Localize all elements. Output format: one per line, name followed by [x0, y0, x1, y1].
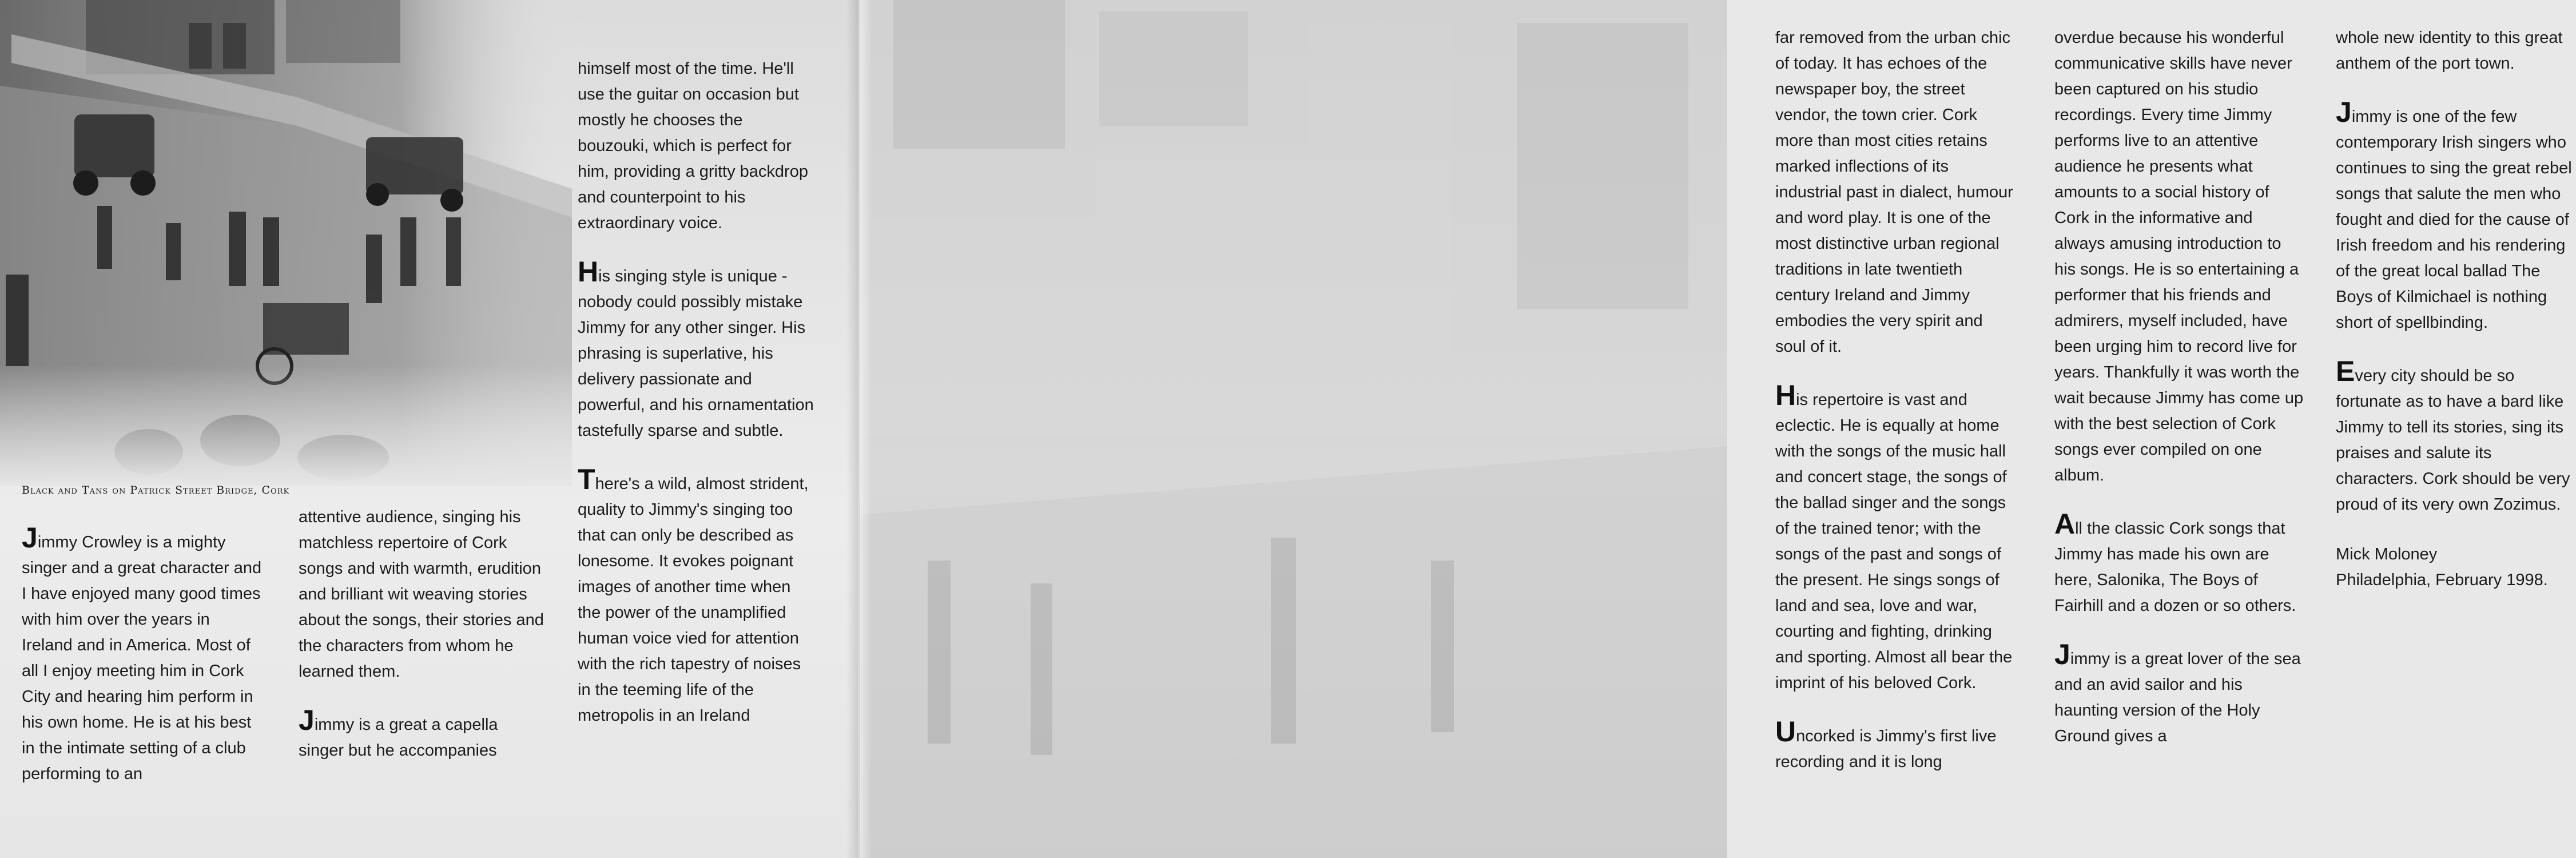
paragraph [578, 463, 818, 729]
paragraph [22, 522, 262, 787]
drop-cap: J [22, 522, 38, 554]
photo-caption: Black and Tans on Patrick Street Bridge, Cork [22, 484, 290, 496]
text-column-1 [22, 522, 262, 811]
paragraph-text: immy is a great lover of the sea and an avid sailor and his haunting version of the Holy Ground gives a [2054, 650, 2301, 745]
paragraph [578, 56, 818, 236]
paragraph-text: immy is one of the few contemporary Irish singers who continues to sing the great rebel songs that salute the men who fought and died for the cause of Irish freedom and his rendering of the great local ballad The Boys of Kilmichael is nothing short of spellbinding. [2336, 108, 2572, 332]
paragraph [1775, 379, 2016, 696]
paragraph [299, 704, 544, 764]
drop-cap: J [2336, 96, 2352, 128]
paragraph-text: is repertoire is vast and eclectic. He is equally at home with the songs of the music hall and concert stage, the songs of the ballad singer and the songs of the trained tenor; with the songs of the past and songs of the present. He sings songs of land and sea, love and war, courting and fighting, drinking and sporting. Almost all bear the imprint of his beloved Cork. [1775, 391, 2013, 692]
text-column-5 [2054, 25, 2306, 773]
paragraph-text: immy Crowley is a mighty singer and a great character and I have enjoyed many good times with him over the years in Ireland and in America. Most of all I enjoy meeting him in Cork City and hearing him perform in his own home. He is at his best in the intimate setting of a club performing to an [22, 533, 262, 783]
paragraph [578, 256, 818, 444]
paragraph [1775, 716, 2016, 775]
right-page [859, 0, 2572, 858]
paragraph [2336, 542, 2576, 593]
paragraph [2336, 96, 2576, 336]
paragraph-text: himself most of the time. He'll use the guitar on occasion but mostly he chooses the bouzouki, which is perfect for him, providing a gritty backdrop and counterpoint to his extraordinary voice. [578, 59, 808, 232]
paragraph-text: attentive audience, singing his matchless repertoire of Cork songs and with warmth, erudition and brilliant wit weaving stories about the songs, their stories and the characters from whom he learned them. [299, 508, 544, 681]
drop-cap: T [578, 463, 595, 495]
paragraph-text: immy is a great a capella singer but he accompanies [299, 716, 498, 760]
drop-cap: A [2054, 508, 2076, 540]
drop-cap: E [2336, 355, 2355, 387]
historic-street-photo [0, 0, 572, 486]
drop-cap: J [2054, 638, 2070, 670]
paragraph-text: whole new identity to this great anthem of the port town. [2336, 29, 2563, 73]
paragraph [2054, 638, 2306, 749]
paragraph-text: ll the classic Cork songs that Jimmy has made his own are here, Salonika, The Boys of Fairhill and a dozen or so others. [2054, 519, 2296, 615]
paragraph [299, 505, 544, 685]
paragraph [2336, 355, 2576, 518]
paragraph [2336, 25, 2576, 77]
paragraph-text: is singing style is unique - nobody could possibly mistake Jimmy for any other singer. His phrasing is superlative, his delivery passionate and powerful, and his ornamentation tastefully sparse and subtle. [578, 267, 814, 440]
text-column-3 [578, 56, 818, 753]
paragraph [2054, 508, 2306, 619]
faded-street-photo [859, 0, 1727, 858]
text-column-6 [2336, 25, 2576, 617]
paragraph-text: overdue because his wonderful communicative skills have never been captured on his studio recordings. Every time Jimmy performs live to an attentive audience he presents what amounts to a social history of Cork in the informative and always amusing introduction to his songs. He is so entertaining a performer that his friends and admirers, myself included, have been urging him to record live for years. Thankfully it was worth the wait because Jimmy has come up with the best selection of Cork songs ever compiled on one album. [2054, 29, 2304, 484]
text-column-2 [299, 505, 544, 788]
drop-cap: J [299, 704, 315, 736]
paragraph-text: ncorked is Jimmy's first live recording and it is long [1775, 727, 1997, 771]
drop-cap: U [1775, 716, 1796, 748]
paragraph-text: here's a wild, almost strident, quality to Jimmy's singing too that can only be described as lonesome. It evokes poignant images of another time when the power of the unamplified human voice vied for attention with the rich tapestry of noises in the teeming life of the metropolis in an Ireland [578, 475, 809, 725]
paragraph [2054, 25, 2306, 488]
text-column-4 [1775, 25, 2016, 799]
drop-cap: H [578, 256, 599, 288]
left-page [0, 0, 859, 858]
booklet-spine [846, 0, 872, 858]
paragraph-text: Mick Moloney Philadelphia, February 1998. [2336, 545, 2548, 589]
paragraph-text: far removed from the urban chic of today. It has echoes of the newspaper boy, the street vendor, the town crier. Cork more than most cities retains marked inflections of its industrial past in dialect, humour and word play. It is one of the most distinctive urban regional traditions in late twentieth century Ireland and Jimmy embodies the very spirit and soul of it. [1775, 29, 2013, 356]
drop-cap: H [1775, 379, 1796, 411]
paragraph-text: very city should be so fortunate as to have a bard like Jimmy to tell its stories, sing its praises and salute its characters. Cork should be very proud of its very own Zozimus. [2336, 367, 2570, 514]
paragraph [1775, 25, 2016, 360]
